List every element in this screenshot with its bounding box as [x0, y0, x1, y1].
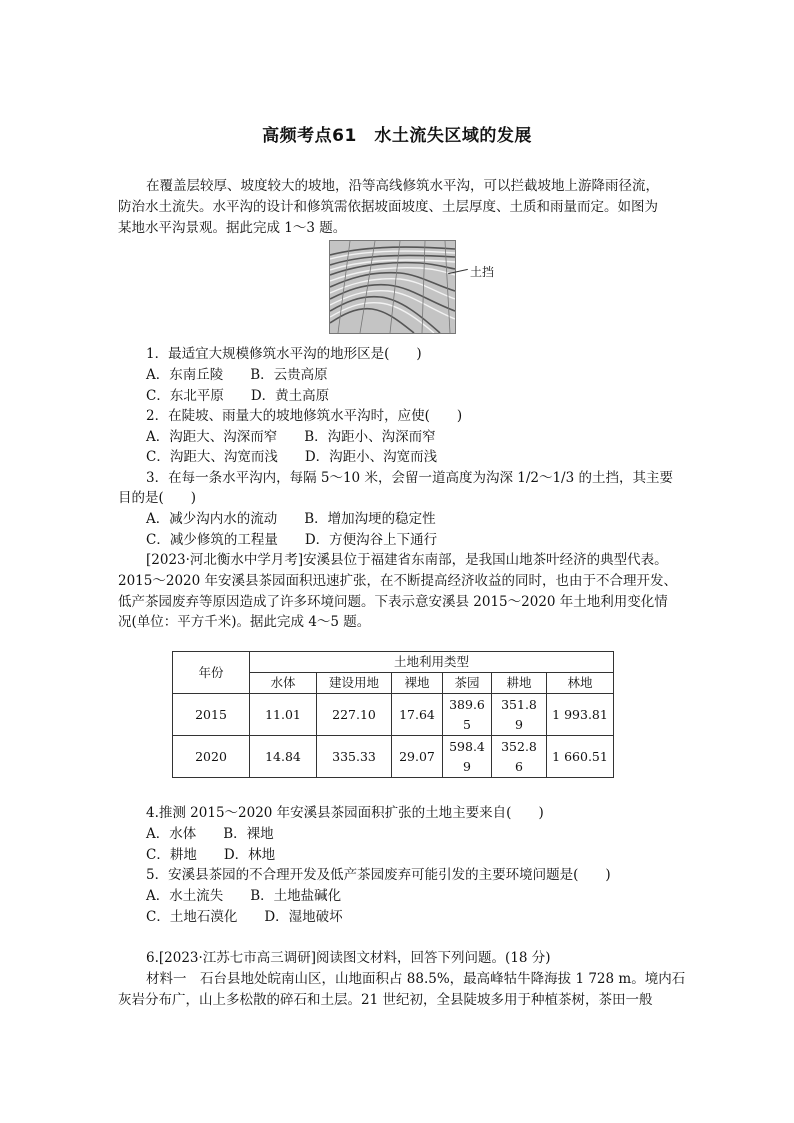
- column-header: 裸地: [392, 673, 443, 694]
- q3-options-ab: A．减少沟内水的流动 B．增加沟埂的稳定性: [146, 511, 436, 527]
- table-row: [173, 694, 614, 736]
- q5-stem: 5．安溪县茶园的不合理开发及低产茶园废弃可能引发的主要环境问题是( ): [146, 867, 611, 883]
- q5-options-cd: C．土地石漠化 D．湿地破坏: [146, 909, 343, 925]
- land-use-table: [172, 651, 614, 778]
- q2-options-ab: A．沟距大、沟深而窄 B．沟距小、沟深而窄: [146, 429, 436, 445]
- column-header: 茶园: [443, 673, 492, 694]
- q1-options-cd: C．东北平原 D．黄土高原: [146, 388, 330, 404]
- q2-options-cd: C．沟距大、沟宽而浅 D．沟距小、沟宽而浅: [146, 449, 438, 465]
- table-cell: 1 660.51: [547, 736, 614, 778]
- table-cell: 389.6 5: [443, 694, 492, 736]
- table-row: [173, 736, 614, 778]
- table-cell: 11.01: [250, 694, 317, 736]
- q6-material1-line-2: 灰岩分布广，山上多松散的碎石和土层。21 世纪初，全县陡坡多用于种植茶树，茶田一般: [118, 992, 653, 1008]
- year-header: 年份: [173, 652, 250, 694]
- column-header: 耕地: [492, 673, 547, 694]
- q6-stem: 6.[2023·江苏七市高三调研]阅读图文材料，回答下列问题。(18 分): [146, 950, 551, 966]
- table-cell: 598.4 9: [443, 736, 492, 778]
- year-cell: 2020: [173, 736, 250, 778]
- column-header: 林地: [547, 673, 614, 694]
- table-cell: 227.10: [317, 694, 392, 736]
- terrace-photo: [329, 240, 456, 334]
- q1-options-ab: A．东南丘陵 B．云贵高原: [146, 367, 328, 383]
- intro-line-2: 防治水土流失。水平沟的设计和修筑需依据坡面坡度、土层厚度、土质和雨量而定。如图为: [118, 199, 658, 215]
- table-cell: 1 993.81: [547, 694, 614, 736]
- year-cell: 2015: [173, 694, 250, 736]
- q1-stem: 1．最适宜大规模修筑水平沟的地形区是( ): [146, 346, 422, 362]
- table-cell: 352.8 6: [492, 736, 547, 778]
- q2-stem: 2．在陡坡、雨量大的坡地修筑水平沟时，应使( ): [146, 408, 463, 424]
- material2-line-1: [2023·河北衡水中学月考]安溪县位于福建省东南部，是我国山地茶叶经济的典型代表。: [146, 552, 668, 568]
- q3-stem-line-1: 3．在每一条水平沟内，每隔 5～10 米，会留一道高度为沟深 1/2～1/3 的土挡，其主要: [146, 470, 673, 486]
- page-title: 高频考点61 水土流失区域的发展: [262, 126, 532, 146]
- q4-options-ab: A．水体 B．裸地: [146, 826, 274, 842]
- table-cell: 17.64: [392, 694, 443, 736]
- material2-line-4: 况(单位：平方千米)。据此完成 4～5 题。: [118, 614, 371, 630]
- column-header: 建设用地: [317, 673, 392, 694]
- intro-line-3: 某地水平沟景观。据此完成 1～3 题。: [118, 220, 347, 236]
- q3-options-cd: C．减少修筑的工程量 D．方便沟谷上下通行: [146, 532, 438, 548]
- q5-options-ab: A．水土流失 B．土地盐碱化: [146, 888, 342, 904]
- q3-stem-line-2: 目的是( ): [118, 490, 197, 506]
- material2-line-2: 2015～2020 年安溪县茶园面积迅速扩张，在不断提高经济收益的同时，也由于不合理开发、: [118, 573, 678, 589]
- table-cell: 29.07: [392, 736, 443, 778]
- q6-material1-line-1: 材料一 石台县地处皖南山区，山地面积占 88.5%，最高峰牯牛降海拔 1 728 m。境内石: [146, 971, 686, 987]
- column-header: 水体: [250, 673, 317, 694]
- table-cell: 14.84: [250, 736, 317, 778]
- material2-line-3: 低产茶园废弃等原因造成了许多环境问题。下表示意安溪县 2015～2020 年土地利用变化情: [118, 594, 668, 610]
- q4-options-cd: C．耕地 D．林地: [146, 847, 276, 863]
- figure-label: 土挡: [470, 265, 495, 279]
- table-cell: 351.8 9: [492, 694, 547, 736]
- q4-stem: 4.推测 2015～2020 年安溪县茶园面积扩张的土地主要来自( ): [146, 805, 544, 821]
- intro-line-1: 在覆盖层较厚、坡度较大的坡地，沿等高线修筑水平沟，可以拦截坡地上游降雨径流，: [146, 178, 659, 194]
- table-cell: 335.33: [317, 736, 392, 778]
- terrace-photo-drawing: [330, 241, 455, 333]
- land-use-type-header: 土地利用类型: [250, 652, 614, 673]
